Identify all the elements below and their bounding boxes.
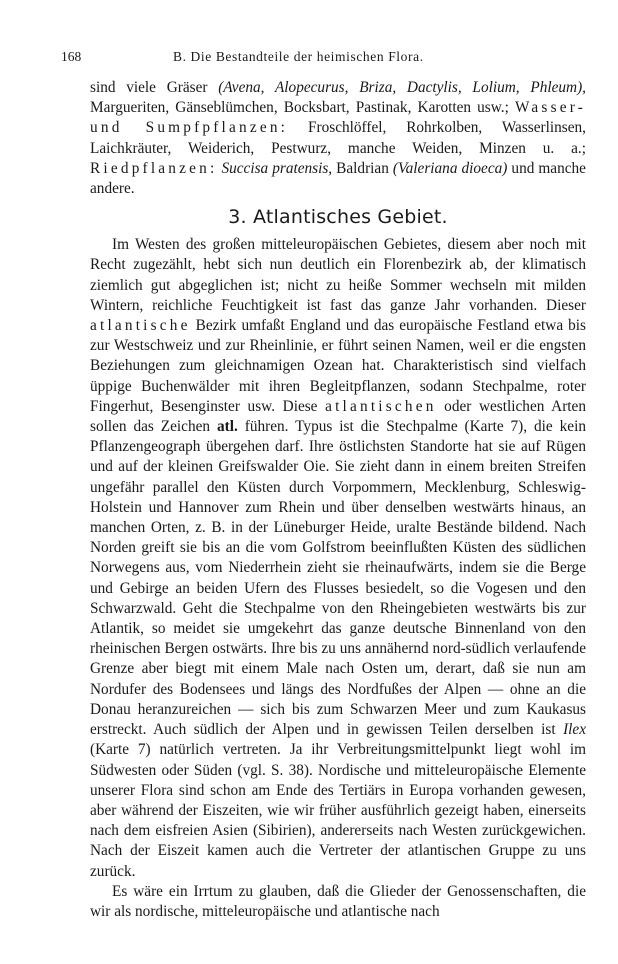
- spaced-term-riedpflanzen: Riedpflanzen:: [90, 159, 218, 177]
- paragraph-continuation: [90, 78, 586, 199]
- spaced-term-atlantische: atlantische: [90, 317, 191, 335]
- paragraph-final: Es wäre ein Irrtum zu glauben, daß die Glieder der Genossenschaften, die wir als nordische, mitteleuropäische und atlantische nach: [90, 882, 586, 920]
- text-run: sind viele Gräser: [90, 79, 219, 96]
- section-heading: 3. Atlantisches Gebiet.: [228, 206, 448, 229]
- text-run: oder westlichen Arten sollen das Zeichen: [90, 397, 586, 436]
- spaced-term-atlantischen: atlantischen: [325, 397, 437, 415]
- latin-genera: (Avena, Alopecurus, Briza, Dactylis, Lolium, Phleum),: [218, 79, 586, 96]
- spaced-term-wasser-sumpfpflanzen: Wasser-und Sumpfpflanzen:: [90, 99, 586, 137]
- latin-valeriana: (Valeriana dioeca): [392, 159, 508, 177]
- latin-ilex: Ilex: [563, 721, 586, 739]
- paragraph-atlantic: [90, 235, 586, 882]
- page-header: [61, 47, 561, 67]
- text-run: Bezirk umfaßt England und das europäische Festland etwa bis zur Westschweiz und zur Rheinlinie, er führt seinen Namen, weil er die engsten Beziehungen zum gleichnamigen Ozean hat. Charakteristisch sind vielfach üppige Buchenwälder mit ihren Begleitpflanzen, sodann Stechpalme, roter Fingerhut, Besenginster usw. Diese: [90, 317, 586, 415]
- text-run: Margueriten, Gänseblümchen, Bocksbart, Pastinak, Karotten usw.;: [90, 99, 516, 117]
- page-number: 168: [61, 49, 82, 64]
- text-run: Froschlöffel, Rohrkolben, Wasserlinsen, Laichkräuter, Weiderich, Pestwurz, manche Weiden, Minzen u. a.;: [90, 119, 586, 157]
- text-run: Im Westen des großen mitteleuropäischen Gebietes, diesem aber noch mit Recht zugezählt, hebt sich nun deutlich ein Florenbezirk ab, der klimatisch ziemlich gut abgeglichen ist; nicht zu heiße Sommer wechseln mit milden Wintern, reichliche Feuchtigkeit ist fast das ganze Jahr vorhanden. Dieser: [90, 236, 586, 314]
- bold-symbol-atl: atl.: [216, 418, 238, 436]
- body-text: [90, 78, 586, 922]
- running-head: B. Die Bestandteile der heimischen Flora.: [173, 49, 424, 64]
- text-run: Baldrian: [332, 159, 393, 177]
- latin-succisa: Succisa pratensis,: [221, 159, 333, 177]
- text-run: und manche andere.: [90, 159, 586, 198]
- text-run: (Karte 7) natürlich vertreten. Ja ihr Verbreitungsmittelpunkt liegt wohl im Südwesten oder Süden (vgl. S. 38). Nordische und mitteleuropäische Elemente unserer Flora sind schon am Ende des Tertiärs in Europa vorhanden gewesen, aber während der Eiszeiten, wie wir früher ausführlich gezeigt haben, einerseits nach dem eisfreien Asien (Sibirien), andererseits nach Westen zurückgewichen. Nach der Eiszeit kamen auch die Vertreter der atlantischen Gruppe zu uns zurück.: [90, 741, 586, 880]
- text-run: führen. Typus ist die Stechpalme (Karte 7), die kein Pflanzengeograph übergehen darf. Ihre östlichsten Standorte hat sie auf Rügen und auf der kleinen Greifswalder Oie. Sie zieht dann in einem breiten Streifen ungefähr parallel den Küsten durch Vorpommern, Mecklenburg, Schleswig-Holstein und Hannover zum Rhein und über denselben westwärts hinaus, an manchen Orten, z. B. in der Lüneburger Heide, uralte Bestände bildend. Nach Norden greift sie bis an die vom Golfstrom beeinflußten Küsten des südlichen Norwegens aus, vom Niederrhein zieht sie rheinaufwärts, indem sie die Berge und Gebirge an beiden Ufern des Flusses besiedelt, so die Vogesen und den Schwarzwald. Geht die Stechpalme von den Rheingebieten westwärts bis zur Atlantik, so meidet sie umgekehrt das ganze deutsche Binnenland von den rheinischen Bergen ostwärts. Ihre bis zu uns annähernd nord-südlich verlaufende Grenze aber biegt mit einem Male nach Osten um, derart, daß sie nun am Nordufer des Bodensees und längs des Nordfußes der Alpen — ohne an die Donau heranzureichen — sich bis zum Schwarzen Meer und zum Kaukasus erstreckt. Auch südlich der Alpen und in gewissen Teilen derselben ist: [90, 418, 586, 739]
